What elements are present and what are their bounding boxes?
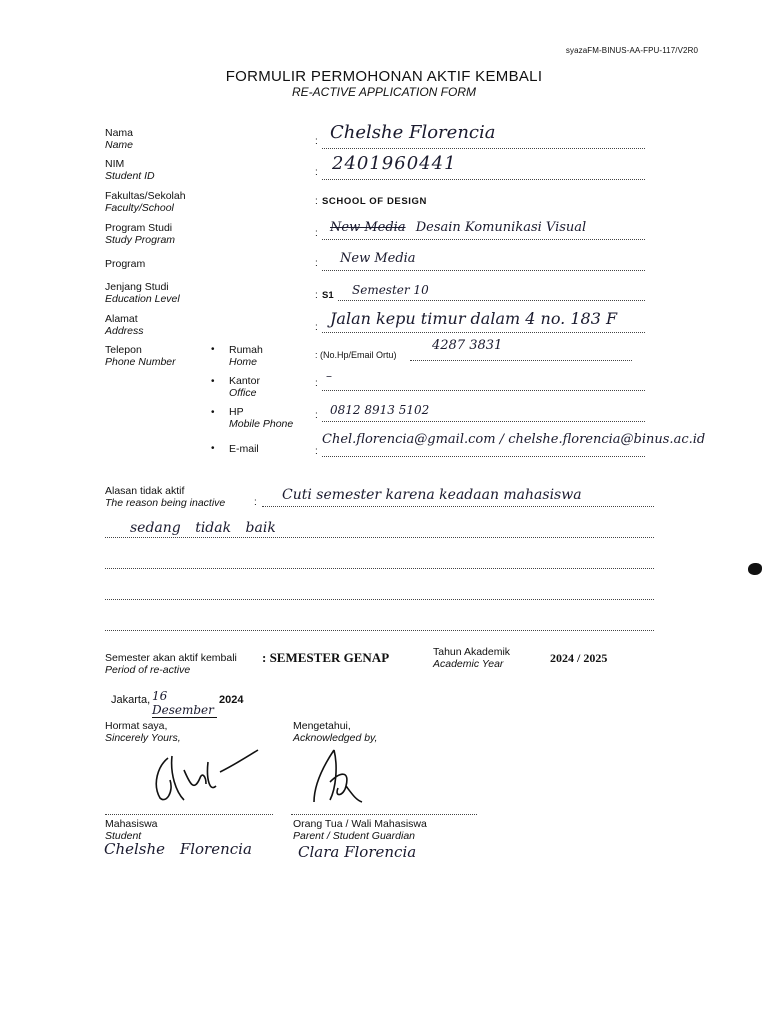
- sign-right-heading: [293, 720, 377, 744]
- label-nim-en: Student ID: [105, 170, 155, 182]
- label-semester-id: Semester akan aktif kembali: [105, 652, 237, 664]
- label-hp: [229, 406, 293, 430]
- value-email[interactable]: Chel.florencia@gmail.com / chelshe.florencia@binus.ac.id: [322, 432, 706, 447]
- label-telepon-id: Telepon: [105, 344, 142, 356]
- label-nim: [105, 158, 155, 182]
- sign-right-heading-id: Mengetahui,: [293, 720, 351, 732]
- student-name-handwritten[interactable]: Chelshe Florencia: [104, 840, 252, 858]
- guardian-signature: [300, 742, 380, 812]
- label-kantor-en: Office: [229, 387, 257, 399]
- student-signature: [140, 740, 270, 810]
- sign-right-heading-en: Acknowledged by,: [293, 732, 378, 744]
- label-jenjang-en: Education Level: [105, 293, 180, 305]
- label-fakultas-en: Faculty/School: [105, 202, 174, 214]
- value-program-studi[interactable]: [330, 220, 586, 235]
- rumah-note: (No.Hp/Email Ortu): [320, 350, 397, 360]
- value-kantor[interactable]: –: [326, 369, 332, 383]
- program-studi-text: Desain Komunikasi Visual: [415, 220, 587, 235]
- value-nama[interactable]: Chelshe Florencia: [330, 122, 496, 143]
- label-alasan-id: Alasan tidak aktif: [105, 485, 185, 497]
- form-subtitle: RE-ACTIVE APPLICATION FORM: [291, 85, 477, 99]
- value-hp[interactable]: 0812 8913 5102: [330, 403, 430, 417]
- label-fakultas-id: Fakultas/Sekolah: [105, 190, 186, 202]
- sign-left-role: [105, 818, 158, 842]
- guardian-name-handwritten[interactable]: Clara Florencia: [298, 843, 417, 861]
- value-alamat[interactable]: Jalan kepu timur dalam 4 no. 183 F: [330, 309, 618, 328]
- label-semester: [105, 652, 237, 676]
- label-hp-en: Mobile Phone: [229, 418, 294, 430]
- label-telepon-en: Phone Number: [105, 356, 176, 368]
- value-fakultas: SCHOOL OF DESIGN: [322, 196, 427, 207]
- label-email: E-mail: [229, 443, 259, 455]
- value-semester: : SEMESTER GENAP: [262, 650, 390, 665]
- label-tahun-id: Tahun Akademik: [433, 646, 511, 658]
- label-fakultas: [105, 190, 186, 214]
- place: Jakarta,: [111, 694, 151, 706]
- label-alamat: [105, 313, 144, 337]
- date-handwritten[interactable]: 16 Desember: [152, 689, 217, 718]
- value-program[interactable]: New Media: [340, 251, 416, 266]
- value-tahun: 2024 / 2025: [550, 651, 608, 665]
- value-jenjang-prefix: S1: [322, 290, 334, 301]
- label-kantor: [229, 375, 260, 399]
- label-hp-id: HP: [229, 406, 244, 418]
- value-rumah[interactable]: 4287 3831: [432, 338, 503, 353]
- sign-right-role-id: Orang Tua / Wali Mahasiswa: [293, 818, 427, 830]
- label-rumah-en: Home: [229, 356, 258, 368]
- label-nama: [105, 127, 133, 151]
- label-rumah: [229, 344, 263, 368]
- sign-left-role-id: Mahasiswa: [105, 818, 158, 830]
- label-alamat-id: Alamat: [105, 313, 138, 325]
- label-nim-id: NIM: [105, 158, 125, 170]
- ink-blot: [748, 563, 762, 575]
- form-code: syazaFM-BINUS-AA-FPU-117/V2R0: [565, 46, 698, 55]
- value-nim[interactable]: 2401960441: [332, 153, 457, 174]
- label-jenjang-id: Jenjang Studi: [105, 281, 169, 293]
- value-jenjang[interactable]: Semester 10: [352, 283, 429, 297]
- label-alamat-en: Address: [105, 325, 144, 337]
- label-kantor-id: Kantor: [229, 375, 260, 387]
- label-semester-en: Period of re-active: [105, 664, 191, 676]
- label-nama-en: Name: [105, 139, 134, 151]
- sign-left-role-en: Student: [105, 830, 142, 842]
- label-telepon: [105, 344, 176, 368]
- label-program-studi-en: Study Program: [105, 234, 176, 246]
- label-alasan-en: The reason being inactive: [105, 497, 226, 509]
- label-tahun: [433, 646, 510, 670]
- label-program-studi: [105, 222, 175, 246]
- label-alasan: [105, 485, 225, 509]
- date-year: 2024: [219, 694, 244, 706]
- program-studi-struck: New Media: [330, 220, 406, 235]
- label-program: Program: [105, 258, 146, 270]
- value-alasan-line1[interactable]: Cuti semester karena keadaan mahasiswa: [282, 487, 582, 503]
- label-rumah-id: Rumah: [229, 344, 263, 356]
- label-jenjang: [105, 281, 180, 305]
- sign-left-heading-en: Sincerely Yours,: [105, 732, 181, 744]
- label-tahun-en: Academic Year: [433, 658, 504, 670]
- label-program-studi-id: Program Studi: [105, 222, 173, 234]
- label-nama-id: Nama: [105, 127, 134, 139]
- sign-right-role: [293, 818, 427, 842]
- sign-left-heading-id: Hormat saya,: [105, 720, 168, 732]
- form-title: FORMULIR PERMOHONAN AKTIF KEMBALI: [225, 68, 543, 85]
- sign-right-role-en: Parent / Student Guardian: [293, 830, 415, 842]
- value-alasan-line2[interactable]: sedang tidak baik: [130, 520, 276, 536]
